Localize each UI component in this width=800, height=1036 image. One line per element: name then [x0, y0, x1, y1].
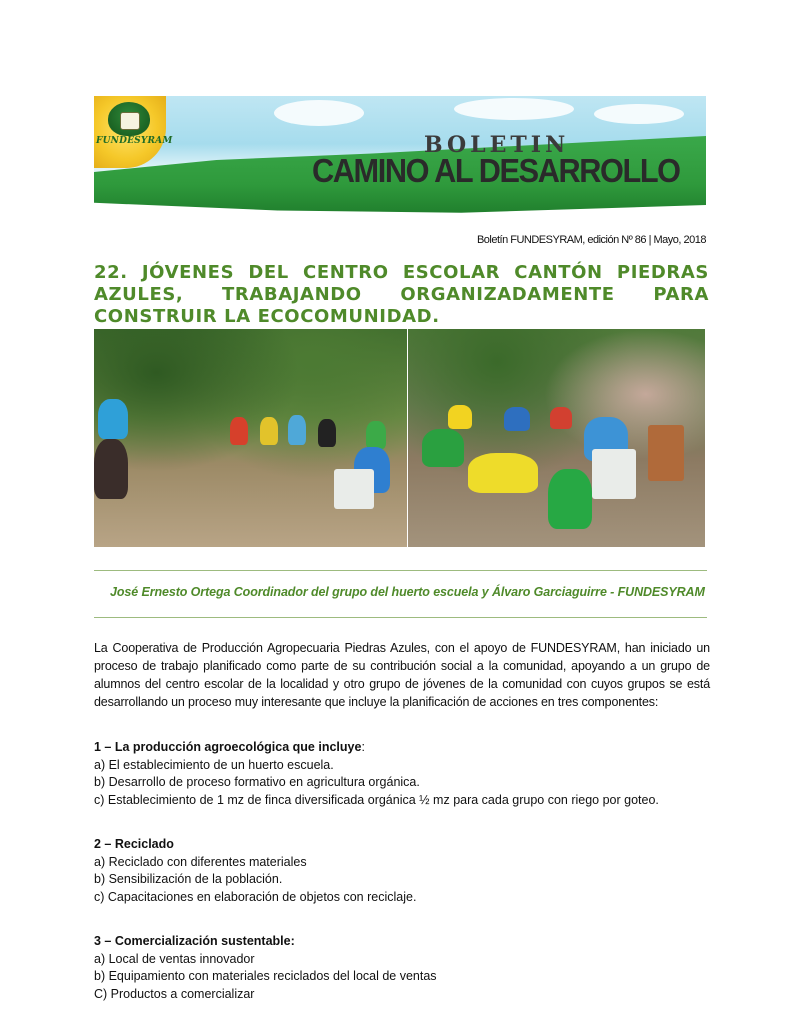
- intro-paragraph: La Cooperativa de Producción Agropecuaria Piedras Azules, con el apoyo de FUNDESYRAM, han iniciado un proceso de trabajo planificado como parte de su contribución social a la comunidad, apoyando a un grupo de alumnos del centro escolar de la localidad y otro grupo de jóvenes de la comunidad con cuyos grupos se está desarrollando un proceso muy interesante que incluye la planificación de acciones en tres componentes:: [94, 641, 710, 709]
- person-figure: [288, 415, 306, 445]
- chair-shape: [592, 449, 636, 499]
- chair-shape: [334, 469, 374, 509]
- section-1: [94, 739, 734, 809]
- photo-left: [94, 329, 407, 547]
- section-heading: 2 – Reciclado: [94, 837, 174, 851]
- chair-shape: [648, 425, 684, 481]
- photo-right: [408, 329, 705, 547]
- edition-line: Boletín FUNDESYRAM, edición Nº 86 | Mayo, 2018: [476, 234, 706, 246]
- list-item: a) Local de ventas innovador: [94, 951, 255, 966]
- cloud-shape: [454, 98, 574, 120]
- divider: [94, 570, 707, 571]
- list-item: c) Capacitaciones en elaboración de objetos con reciclaje.: [94, 889, 417, 904]
- person-figure: [504, 407, 530, 431]
- list-item: C) Productos a comercializar: [94, 986, 255, 1001]
- section-3: [94, 933, 734, 1003]
- section-heading-suffix: :: [361, 740, 365, 754]
- list-item: b) Equipamiento con materiales reciclados del local de ventas: [94, 969, 437, 983]
- list-item: a) El establecimiento de un huerto escuela.: [94, 757, 334, 772]
- list-item: b) Desarrollo de proceso formativo en agricultura orgánica.: [94, 775, 420, 789]
- logo-text: FUNDESYRAM: [96, 136, 173, 146]
- person-figure: [548, 469, 592, 529]
- list-item: c) Establecimiento de 1 mz de finca diversificada orgánica ½ mz para cada grupo con riego por goteo.: [94, 792, 659, 807]
- header-banner: [94, 96, 706, 216]
- logo-book-icon: [120, 112, 140, 130]
- article-title: 22. JÓVENES DEL CENTRO ESCOLAR CANTÓN PIEDRAS AZULES, TRABAJANDO ORGANIZADAMENTE PARA CONSTRUIR LA ECOCOMUNIDAD.: [94, 262, 709, 327]
- person-figure: [318, 419, 336, 447]
- divider: [94, 617, 707, 618]
- cloud-shape: [594, 104, 684, 124]
- banner-title: CAMINO AL DESARROLLO: [312, 152, 680, 189]
- section-2: [94, 836, 734, 906]
- list-item: a) Reciclado con diferentes materiales: [94, 854, 307, 869]
- list-item: b) Sensibilización de la población.: [94, 872, 283, 886]
- section-heading: 3 – Comercialización sustentable:: [94, 934, 295, 948]
- person-figure: [468, 453, 538, 493]
- person-figure: [98, 399, 128, 439]
- banner-boletin: BOLETIN: [424, 132, 570, 158]
- person-figure: [550, 407, 572, 429]
- person-figure: [366, 421, 386, 449]
- person-figure: [422, 429, 464, 467]
- person-figure: [448, 405, 472, 429]
- section-heading: 1 – La producción agroecológica que incluye: [94, 740, 362, 754]
- person-figure: [230, 417, 248, 445]
- person-figure: [94, 439, 128, 499]
- photo-caption: José Ernesto Ortega Coordinador del grupo del huerto escuela y Álvaro Garciaguirre - FUNDESYRAM: [110, 585, 705, 599]
- cloud-shape: [274, 100, 364, 126]
- person-figure: [260, 417, 278, 445]
